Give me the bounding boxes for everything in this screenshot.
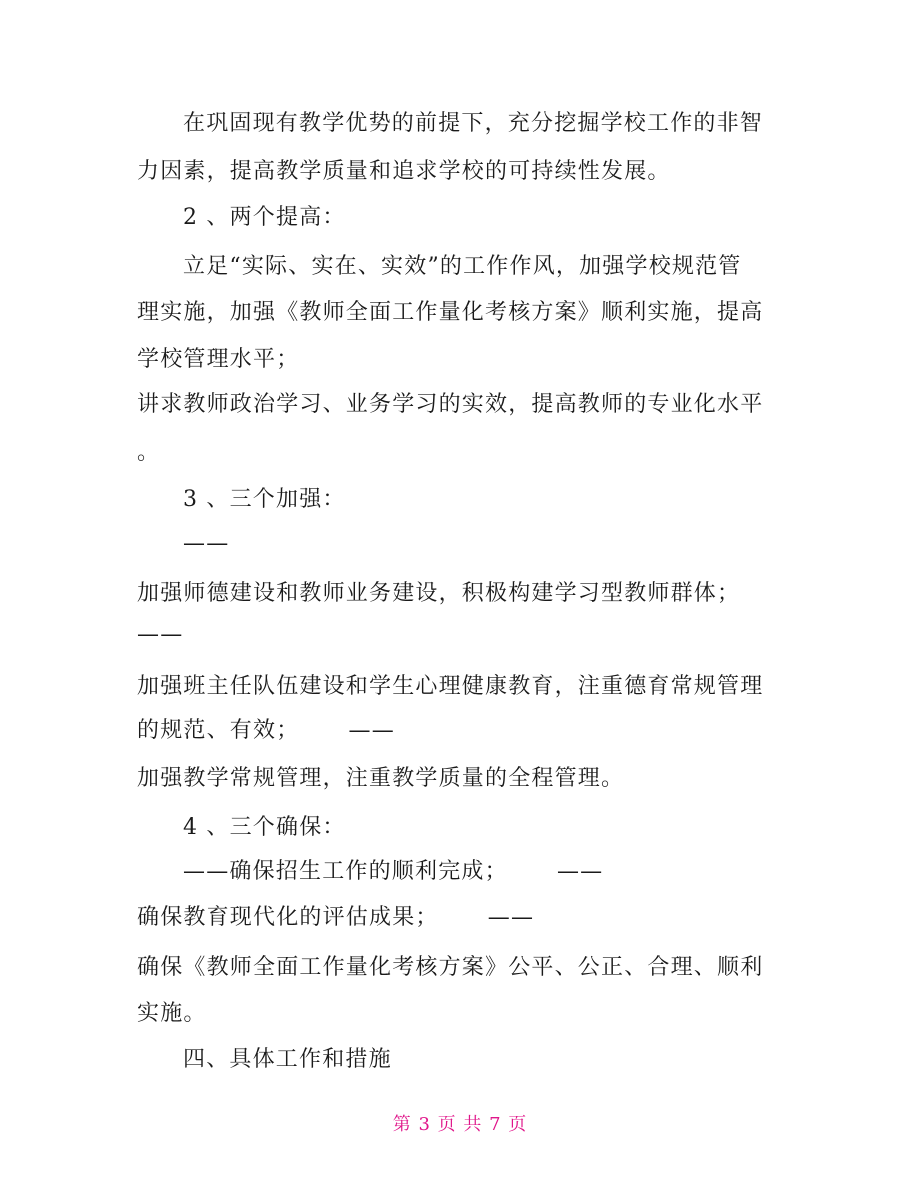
paragraph-line: 立足“实际、实在、实效”的工作作风，加强学校规范管 [183,254,742,279]
paragraph-line: 确保教育现代化的评估成果； —— [137,905,535,930]
paragraph-line: 的规范、有效； —— [137,718,395,743]
paragraph-line: 在巩固现有教学优势的前提下，充分挖掘学校工作的非智 [183,111,764,136]
dash-marker: —— [137,622,184,647]
paragraph-line: 确保《教师全面工作量化考核方案》公平、公正、合理、顺利 [137,955,764,980]
section-heading: 4 、三个确保： [183,815,346,840]
paragraph-line: ——确保招生工作的顺利完成； —— [183,859,604,884]
paragraph-line: 。 [137,440,161,465]
section-heading: 四、具体工作和措施 [183,1047,392,1072]
paragraph-line: 理实施，加强《教师全面工作量化考核方案》顺利实施，提高 [137,300,764,325]
paragraph-line: 讲求教师政治学习、业务学习的实效，提高教师的专业化水平 [137,392,764,417]
section-heading: 3 、三个加强： [183,487,346,512]
paragraph-line: 学校管理水平； [137,347,300,372]
paragraph-line: 加强师德建设和教师业务建设，积极构建学习型教师群体； [137,581,741,606]
dash-marker: —— [183,531,230,556]
paragraph-line: 加强班主任队伍建设和学生心理健康教育，注重德育常规管理 [137,674,764,699]
page-number-footer: 第 3 页 共 7 页 [392,1114,528,1135]
paragraph-line: 加强教学常规管理，注重教学质量的全程管理。 [137,766,625,791]
paragraph-line: 力因素，提高教学质量和追求学校的可持续性发展。 [137,159,671,184]
section-heading: 2 、两个提高： [183,205,346,230]
paragraph-line: 实施。 [137,1001,207,1026]
